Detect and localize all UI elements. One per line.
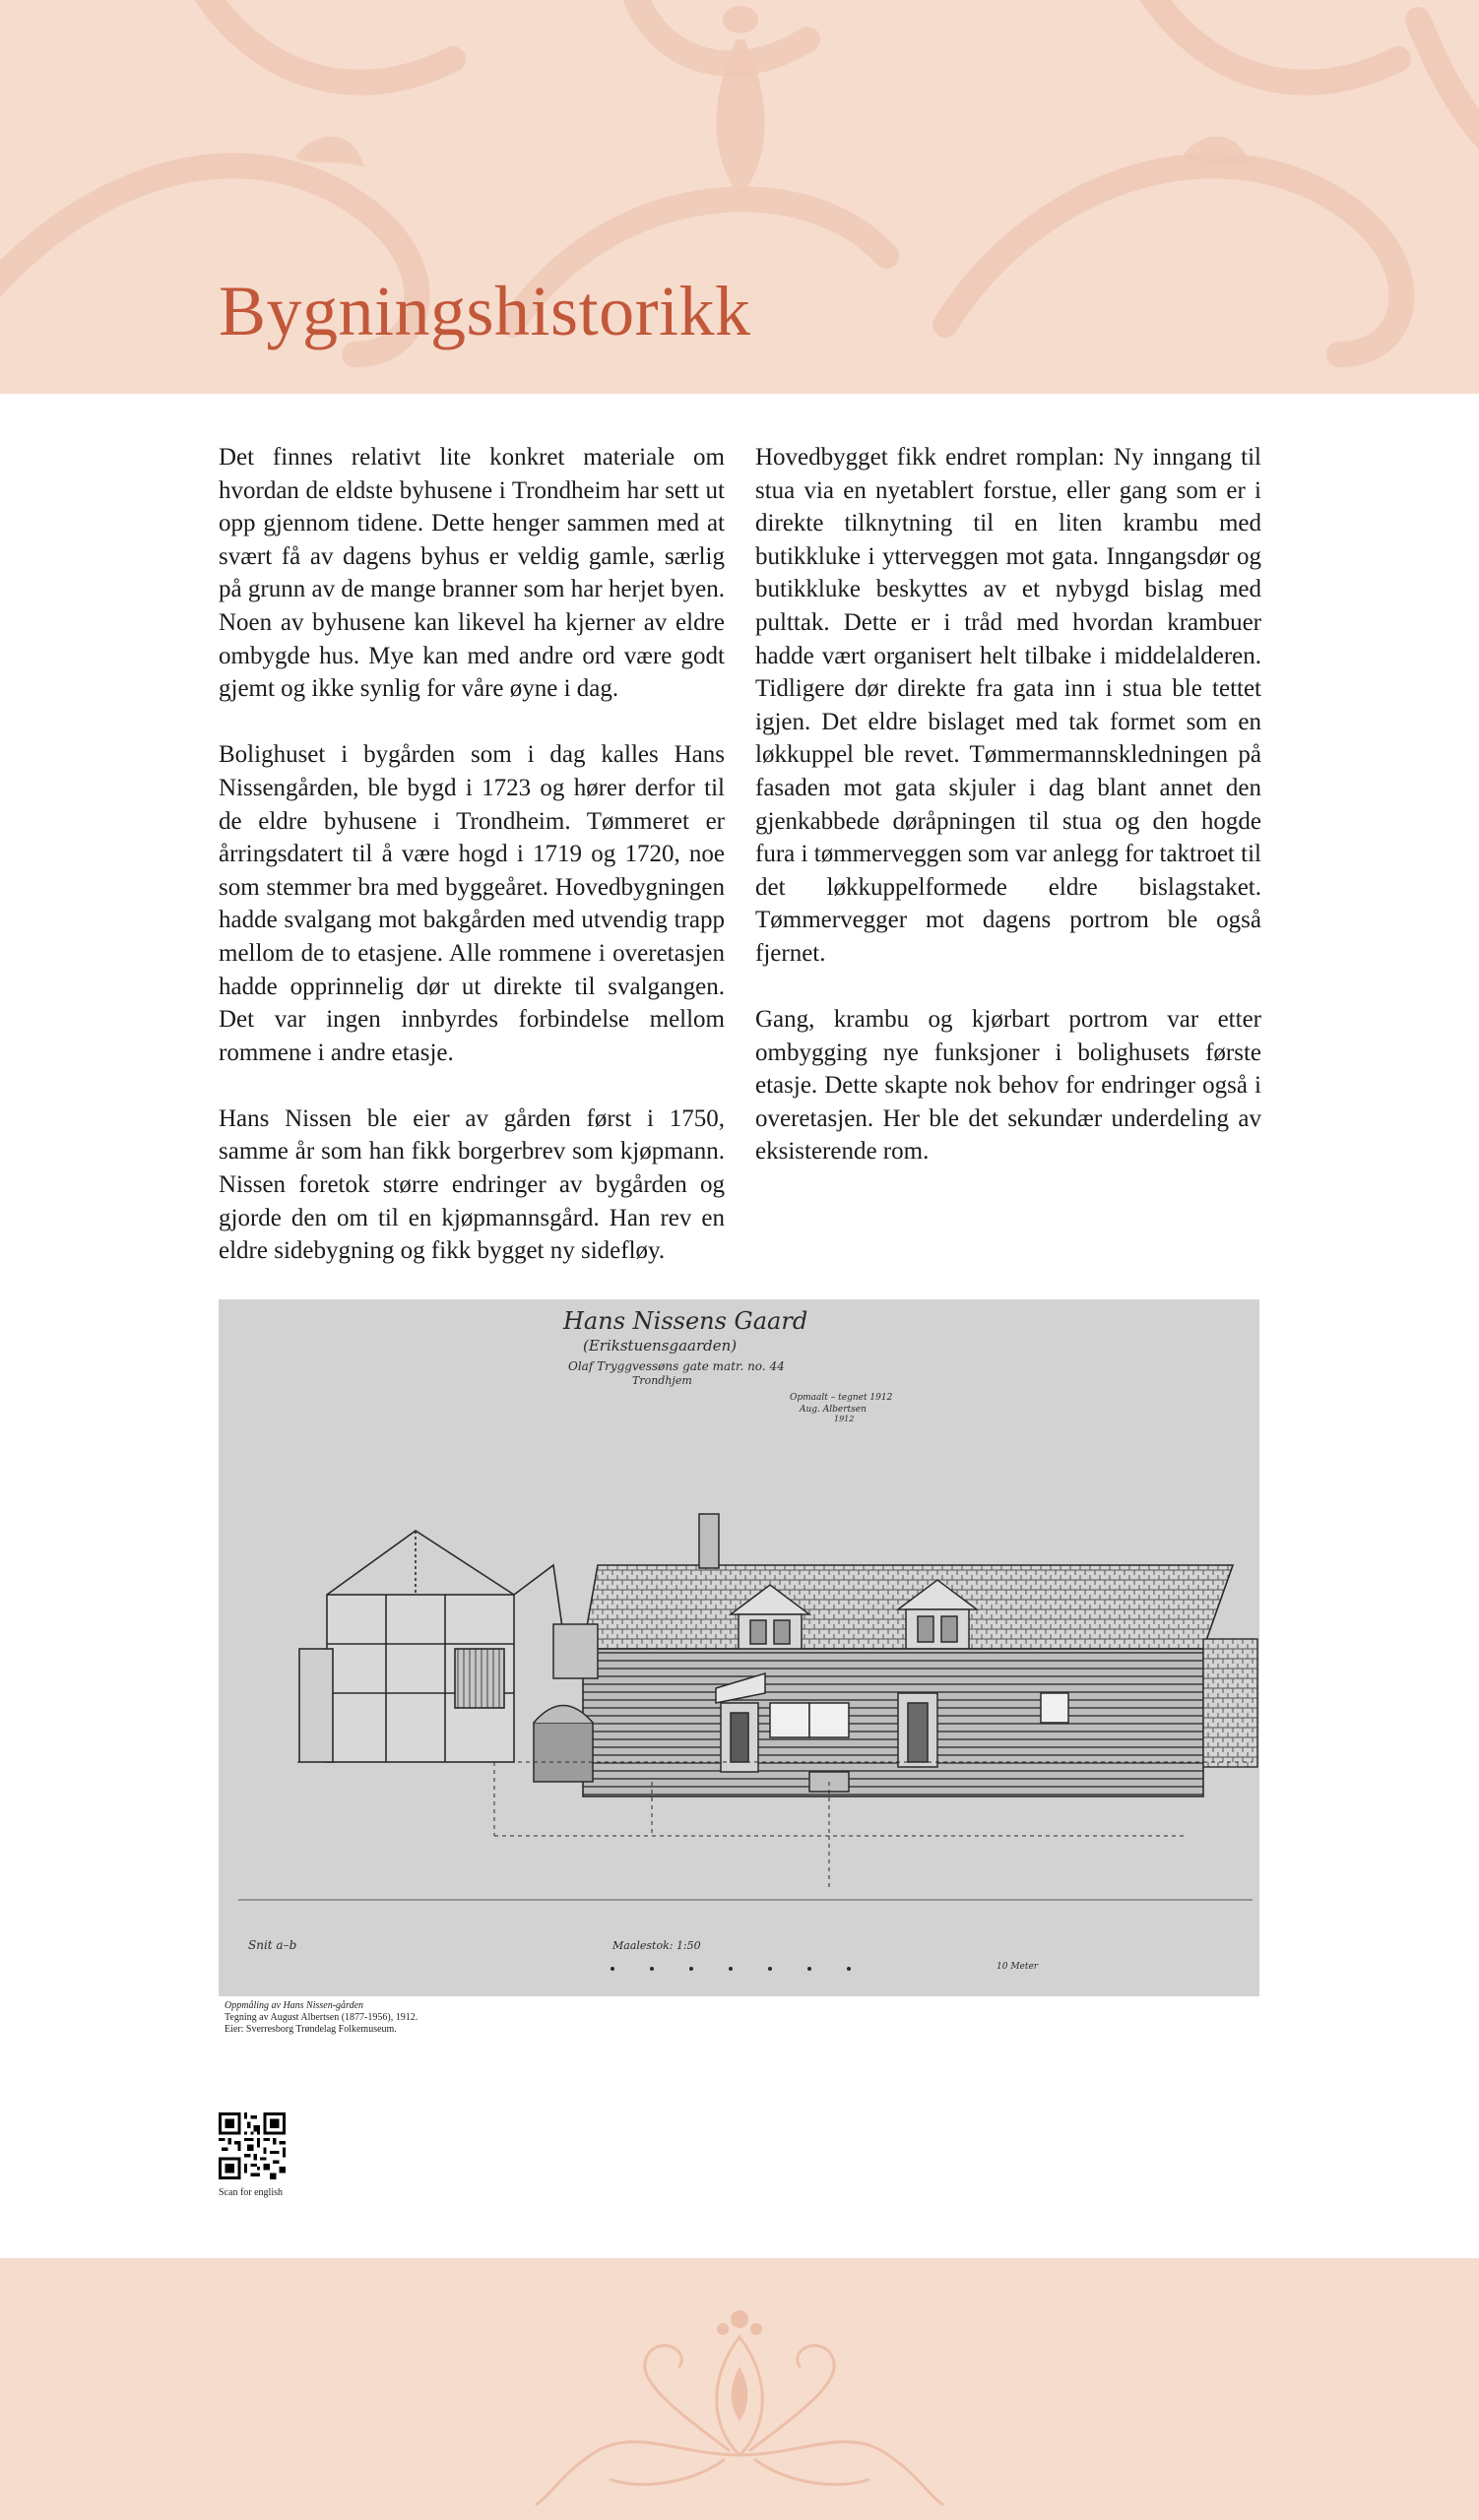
building-drawing-figure xyxy=(219,1299,1259,1996)
building-drawing xyxy=(219,1299,1259,1996)
drawing-address-1: Olaf Tryggvessøns gate matr. no. 44 xyxy=(568,1359,785,1373)
drawing-note-1: Opmaalt – tegnet 1912 xyxy=(790,1393,893,1403)
paragraph: Det finnes relativt lite konkret materiale om hvordan de eldste byhusene i Trondheim har sett ut opp gjennom tidene. Dette henger sammen med at svært få av dagens byhus er veldig gamle, særlig på grunn av de mange branner som har herjet byen. Noen av byhusene kan likevel ha kjerner av eldre ombygde hus. Mye kan med andre ord være godt gjemt og ikke synlig for våre øyne i dag. xyxy=(219,444,725,703)
drawing-section-label: Snit a–b xyxy=(248,1938,297,1952)
chimney xyxy=(699,1514,719,1568)
paragraph: Hans Nissen ble eier av gården først i 1750, samme år som han fikk borgerbrev som kjøpmann. Nissen foretok større endringer av bygården og gjorde den om til en kjøpmannsgård. Han rev en eldre sidebygning og fikk bygget ny sidefløy. xyxy=(219,1104,725,1265)
page-title: Bygningshistorikk xyxy=(219,272,751,350)
drawing-note-2: Aug. Albertsen xyxy=(800,1405,867,1415)
drawing-scale-label: Maalestok: 1:50 xyxy=(612,1939,701,1952)
header-band xyxy=(0,0,1479,394)
qr-label: Scan for english xyxy=(219,2187,283,2198)
caption-owner: Eier: Sverresborg Trøndelag Folkemuseum. xyxy=(225,2024,397,2035)
drawing-note-3: 1912 xyxy=(834,1415,855,1423)
log-facade xyxy=(583,1649,1203,1796)
drawing-subtitle: (Erikstuensgaarden) xyxy=(583,1337,738,1354)
qr-code[interactable] xyxy=(219,2112,286,2179)
paragraph: Gang, krambu og kjørbart portrom var etter ombygging nye funksjoner i bolighusets første etasje. Dette skapte nok behov for endringer også i overetasjen. Her ble det sekundær underdeling av eksisterende rom. xyxy=(755,1006,1261,1166)
caption-title: Oppmåling av Hans Nissen-gården xyxy=(225,2000,364,2011)
caption-credit: Tegning av August Albertsen (1877-1956), 1912. xyxy=(225,2012,418,2023)
figure-caption xyxy=(225,2000,914,2036)
paragraph: Hovedbygget fikk endret romplan: Ny inngang til stua via en nyetablert forstue, eller gang som er i direkte tilknytning til en liten krambu med butikkluke i ytterveggen mot gata. Inngangsdør og butikkluke beskyttes av et nybygd bislag med pulttak. Dette er i tråd med hvordan krambuer hadde vært organisert helt tilbake i middelalderen. Tidligere dør direkte fra gata inn i stua ble tettet igjen. Det eldre bislaget med tak formet som en løkkuppel ble revet. Tømmermannskledningen på fasaden mot gata skjuler i dag blant annet den gjenkabbede døråpningen til stua og den hogde fura i tømmerveggen som var anlegg for taktroet til det løkkuppelformede eldre bislagstaket. Tømmervegger mot dagens portrom ble også fjernet. xyxy=(755,444,1261,967)
drawing-title: Hans Nissens Gaard xyxy=(563,1307,808,1335)
paragraph: Bolighuset i bygården som i dag kalles Hans Nissengården, ble bygd i 1723 og hører derfor til de eldre byhusene i Trondheim. Tømmeret er årringsdatert til å være hogd i 1719 og 1720, noe som stemmer bra med byggeåret. Hovedbygningen hadde svalgang mot bakgården med utvendig trapp mellom de to etasjene. Alle rommene i overetasjen hadde opprinnelig dør ut direkte til svalgangen. Det var ingen innbyrdes forbindelse mellom rommene i andre etasje. xyxy=(219,741,725,1066)
text-column-right xyxy=(755,441,1261,1202)
footer-band xyxy=(0,2258,1479,2520)
drawing-address-2: Trondhjem xyxy=(632,1374,692,1387)
footer-ornament xyxy=(0,2258,1479,2520)
text-column-left xyxy=(219,441,725,1300)
right-annex xyxy=(1203,1639,1257,1767)
drawing-scale-unit: 10 Meter xyxy=(997,1962,1039,1972)
